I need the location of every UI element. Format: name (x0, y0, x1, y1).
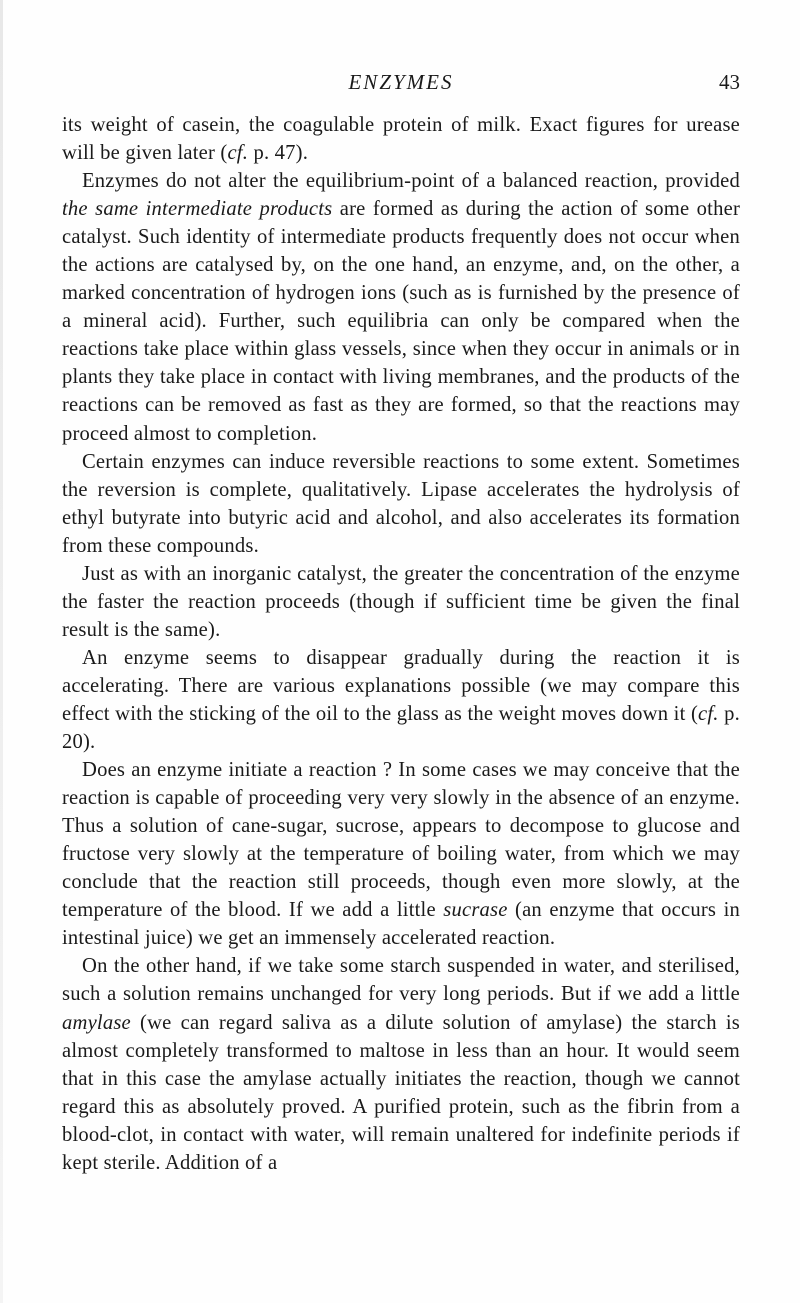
emphasis: amylase (62, 1011, 131, 1034)
running-head (62, 70, 740, 104)
emphasis: cf. (698, 702, 719, 725)
text-run: On the other hand, if we take some starch suspended in water, and sterilised, such a solution remains unchanged for very long periods. But if we add a little (62, 955, 740, 1006)
emphasis: sucrase (443, 899, 508, 922)
paragraph-concentration: Just as with an inorganic catalyst, the greater the concentration of the enzyme the faster the reaction proceeds (though if sufficient time be given the final result is the same). (62, 562, 740, 641)
page-number: 43 (719, 70, 740, 94)
paragraph-disappear (62, 644, 740, 756)
book-page (62, 70, 740, 1177)
text-run: its weight of casein, the coagulable protein of milk. Exact figures for urease will be given later ( (62, 114, 740, 165)
paragraph-casein (62, 111, 740, 167)
page-edge-shadow (0, 0, 3, 1303)
text-run: An enzyme seems to disappear gradually during the reaction it is accelerating. There are various explanations possible (we may compare this effect with the sticking of the oil to the glass as the weight moves down it ( (62, 646, 740, 725)
text-run: are formed as during the action of some other catalyst. Such identity of intermediate products frequently does not occur when the actions are catalysed by, on the one hand, an enzyme, and, on the other, a marked concentration of hydrogen ions (such as is furnished by the presence of a mineral acid). Further, such equilibria can only be compared when the reactions take place within glass vessels, since when they occur in animals or in plants they take place in contact with living membranes, and the products of the reactions can be removed as fast as they are formed, so that the reactions may proceed almost to completion. (62, 198, 740, 445)
emphasis: the same intermediate products (62, 198, 333, 221)
emphasis: cf. (227, 142, 249, 165)
body-text (62, 111, 740, 1177)
text-run: p. 47). (248, 142, 309, 165)
paragraph-initiate (62, 756, 740, 952)
paragraph-equilibrium (62, 167, 740, 447)
paragraph-starch (62, 952, 740, 1176)
running-title: ENZYMES (348, 70, 454, 94)
text-run: (an enzyme that occurs in intestinal juice) we get an immensely accelerated reaction. (62, 899, 740, 950)
paragraph-reversible: Certain enzymes can induce reversible reactions to some extent. Sometimes the reversion is complete, qualitatively. Lipase accelerates the hydrolysis of ethyl butyrate into butyric acid and alcohol, and also accelerates its formation from these compounds. (62, 450, 740, 557)
text-run: (we can regard saliva as a dilute solution of amylase) the starch is almost completely transformed to maltose in less than an hour. It would seem that in this case the amylase actually initiates the reaction, though we cannot regard this as absolutely proved. A purified protein, such as the fibrin from a blood-clot, in contact with water, will remain unaltered for indefinite periods if kept sterile. Addition of a (62, 1011, 740, 1174)
text-run: Does an enzyme initiate a reaction ? In some cases we may conceive that the reaction is capable of proceeding very very slowly in the absence of an enzyme. Thus a solution of cane-sugar, sucrose, appears to decompose to glucose and fructose very slowly at the temperature of boiling water, from which we may conclude that the reaction still proceeds, though even more slowly, at the temperature of the blood. If we add a little (62, 759, 740, 922)
text-run: p. 20). (62, 702, 740, 754)
text-run: Enzymes do not alter the equilibrium-point of a balanced reaction, provided (82, 170, 740, 193)
